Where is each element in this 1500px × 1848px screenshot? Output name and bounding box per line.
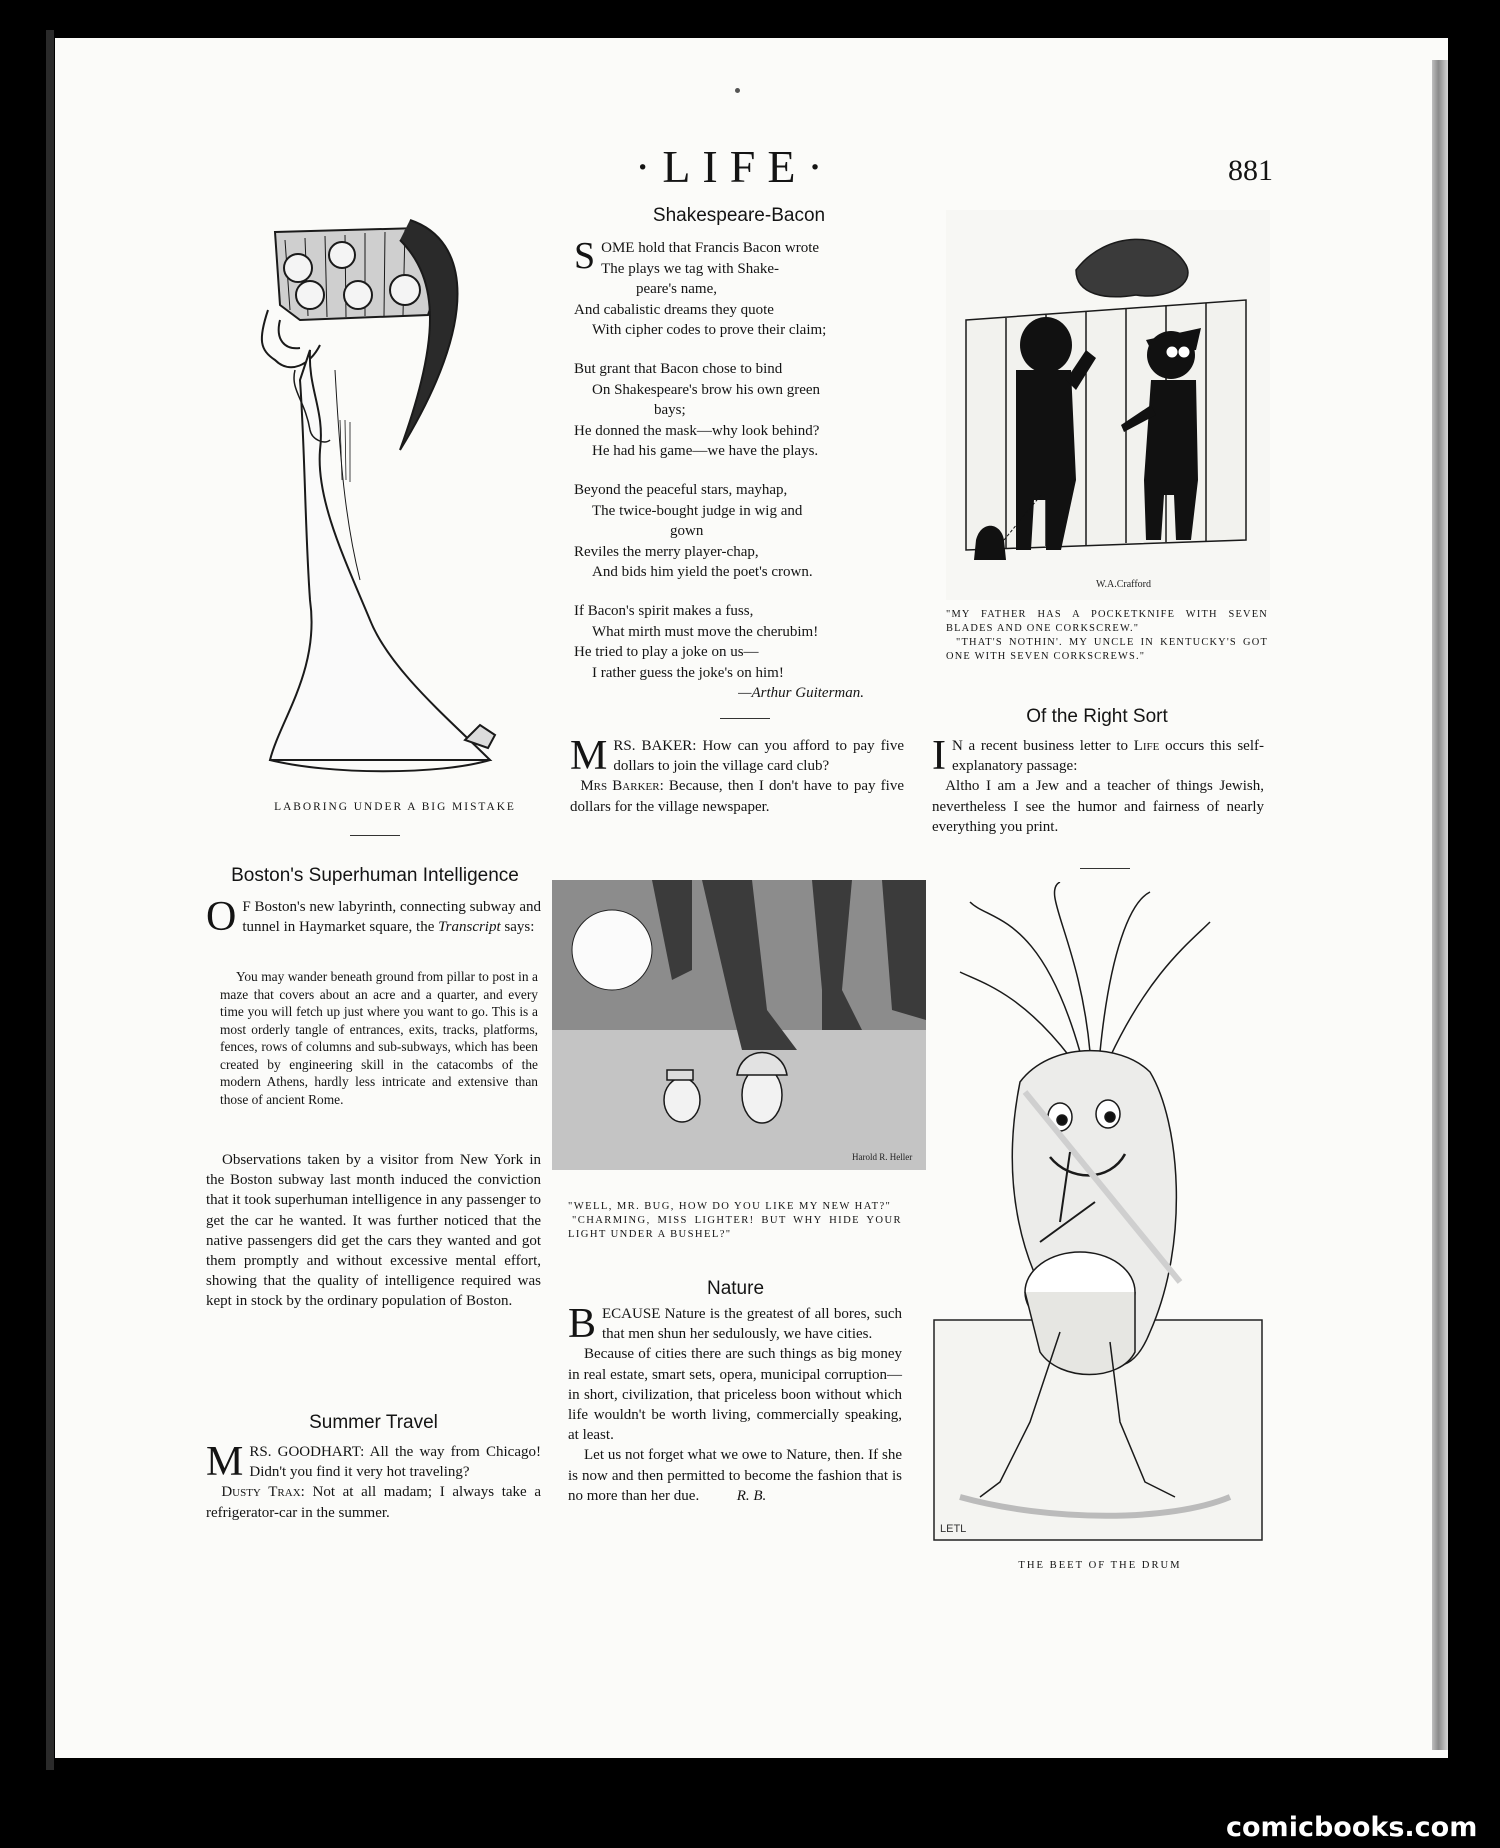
beet-drum-illustration bbox=[930, 882, 1270, 1550]
boston-title: Boston's Superhuman Intelligence bbox=[231, 865, 519, 886]
drop-cap: S bbox=[574, 235, 596, 277]
right-sort-intro: N a recent business letter to bbox=[952, 738, 1134, 754]
nature-paragraph-3-text: Let us not forget what we owe to Nature, then. If she is now and then permitted to become the fashion that is no more than her due. bbox=[568, 1447, 902, 1504]
poem-line: peare's name, bbox=[636, 281, 717, 298]
pocketknife-cartoon bbox=[946, 210, 1270, 600]
poem-line: I rather guess the joke's on him! bbox=[592, 664, 784, 681]
caption-line: "THAT'S NOTHIN'. MY UNCLE IN KENTUCKY'S GOT ONE WITH SEVEN CORKSCREWS." bbox=[946, 637, 1268, 662]
cartoon-signature: Harold R. Heller bbox=[852, 1152, 913, 1162]
bug-cartoon-drawing bbox=[552, 880, 926, 1170]
summer-travel-joke bbox=[206, 1439, 541, 1523]
page-edge bbox=[1432, 60, 1448, 1750]
nature-essay bbox=[568, 1301, 902, 1506]
nature-paragraph-2: Because of cities there are such things as big money in real estate, smart sets, opera, municipal corruption—in short, civilization, that priceless boon without which life wouldn't be worth living, commercially speaking, at least. bbox=[568, 1346, 902, 1444]
transcript-reference: Transcript bbox=[438, 919, 501, 936]
bug-cartoon-caption bbox=[568, 1200, 902, 1242]
poem-line: OME hold that Francis Bacon wrote bbox=[601, 240, 820, 256]
mrs-baker-joke bbox=[570, 733, 904, 817]
poem-line: And bids him yield the poet's crown. bbox=[592, 564, 813, 581]
lady-illustration-caption: LABORING UNDER A BIG MISTAKE bbox=[274, 801, 516, 813]
beet-signature: LETL bbox=[940, 1523, 967, 1535]
drop-cap: M bbox=[206, 1439, 244, 1485]
summer-line-1: RS. GOODHART: All the way from Chicago! Didn't you find it very hot traveling? bbox=[249, 1444, 541, 1481]
beet-drawing bbox=[930, 882, 1270, 1550]
divider-rule bbox=[350, 835, 400, 836]
right-sort-intro-end: occurs this self-explanatory passage: bbox=[952, 738, 1264, 775]
shakespeare-bacon-poem bbox=[574, 235, 904, 704]
book-spine bbox=[46, 30, 54, 1770]
watermark: comicbooks.com bbox=[1226, 1812, 1478, 1843]
poem-line: The twice-bought judge in wig and bbox=[592, 502, 803, 519]
masthead: ·LIFE· bbox=[635, 141, 835, 192]
divider-rule bbox=[1080, 868, 1130, 869]
poem-line: With cipher codes to prove their claim; bbox=[592, 322, 827, 339]
poem-line: He donned the mask—why look behind? bbox=[574, 422, 820, 439]
nature-title: Nature bbox=[706, 1278, 765, 1299]
pocketknife-cartoon-caption bbox=[946, 608, 1268, 664]
poem-line: Beyond the peaceful stars, mayhap, bbox=[574, 481, 788, 498]
boston-quote: You may wander beneath ground from pillar to post in a maze that covers about an acre and a quarter, and every time you will fetch up just where you want to go. This is a most orderly tangle of entrances, exits, tracks, platforms, fences, rows of columns and sub-subways, which has been created by engineering skill in the catacombs of the modern Athens, hardly less intricate and extensive than those of ancient Rome. bbox=[220, 969, 538, 1107]
drop-cap: I bbox=[932, 733, 946, 779]
drop-cap: O bbox=[206, 894, 237, 940]
right-sort-quote: Altho I am a Jew and a teacher of things Jewish, nevertheless I see the humor and fairness of nearly everything you print. bbox=[932, 778, 1264, 835]
caption-line: "CHARMING, MISS LIGHTER! BUT WHY HIDE YOUR LIGHT UNDER A BUSHEL?" bbox=[568, 1215, 902, 1240]
ink-speck bbox=[735, 88, 740, 93]
boston-intro-end: says: bbox=[500, 919, 535, 936]
summer-line-2: : Not at all madam; I always take a refrigerator-car in the summer. bbox=[206, 1484, 541, 1521]
poem-line: He had his game—we have the plays. bbox=[592, 443, 819, 460]
poem-line: The plays we tag with Shake- bbox=[601, 260, 780, 277]
poem-line: On Shakespeare's brow his own green bbox=[592, 381, 821, 398]
poem-line: If Bacon's spirit makes a fuss, bbox=[574, 602, 754, 619]
nature-credit: R. B. bbox=[736, 1487, 767, 1504]
poem-line: And cabalistic dreams they quote bbox=[574, 301, 774, 318]
page-number: 881 bbox=[1228, 154, 1273, 187]
summer-travel-title: Summer Travel bbox=[309, 1412, 438, 1433]
baker-line-1: RS. BAKER: How can you afford to pay five dollars to join the village card club? bbox=[613, 738, 904, 775]
summer-speaker-2: Dusty Trax bbox=[221, 1484, 301, 1501]
poem-line: What mirth must move the cherubim! bbox=[592, 623, 819, 640]
shakespeare-bacon-title: Shakespeare-Bacon bbox=[652, 205, 826, 226]
drop-cap: B bbox=[568, 1301, 597, 1347]
pocketknife-cartoon-drawing bbox=[946, 210, 1270, 600]
poem-line: He tried to play a joke on us— bbox=[574, 644, 759, 661]
boston-intro bbox=[206, 894, 541, 940]
caption-line: "WELL, MR. BUG, HOW DO YOU LIKE MY NEW HAT?" bbox=[568, 1201, 892, 1212]
divider-rule bbox=[720, 718, 770, 719]
poem-line: But grant that Bacon chose to bind bbox=[574, 360, 783, 377]
life-reference: Life bbox=[1133, 738, 1160, 754]
right-sort-text bbox=[932, 733, 1264, 837]
drop-cap: M bbox=[570, 733, 608, 779]
right-sort-title: Of the Right Sort bbox=[1026, 706, 1168, 727]
baker-line-2: : Because, then I don't have to pay five dollars for the village newspaper. bbox=[570, 778, 904, 815]
lady-with-big-hat-illustration bbox=[250, 200, 540, 790]
boston-intro-text: F Boston's new labyrinth, connecting subway and tunnel in Haymarket square, the bbox=[242, 899, 541, 936]
caption-line: "MY FATHER HAS A POCKETKNIFE WITH SEVEN BLADES AND ONE CORKSCREW." bbox=[946, 609, 1268, 634]
cartoon-signature: W.A.Crafford bbox=[1096, 579, 1151, 590]
poem-line: gown bbox=[670, 523, 704, 540]
nature-paragraph-3 bbox=[568, 1445, 902, 1506]
baker-speaker-2: Mrs Barker bbox=[580, 778, 660, 795]
beet-caption: THE BEET OF THE DRUM bbox=[1018, 1560, 1182, 1571]
bug-cartoon bbox=[552, 880, 926, 1170]
poem-line: bays; bbox=[654, 402, 686, 419]
poem-line: Reviles the merry player-chap, bbox=[574, 543, 759, 560]
boston-body: Observations taken by a visitor from New York in the Boston subway last month induced the conviction that it took superhuman intelligence in any passenger to get the car he wanted. It was further noticed that the native passengers did get the cars they wanted and got them promptly and without excessive mental effort, showing that the quality of intelligence required was kept in stock by the ordinary population of Boston. bbox=[206, 1152, 541, 1310]
nature-paragraph-1: ECAUSE Nature is the greatest of all bores, such that men shun her sedulously, we have cities. bbox=[602, 1306, 902, 1343]
poem-credit: —Arthur Guiterman. bbox=[738, 685, 864, 702]
